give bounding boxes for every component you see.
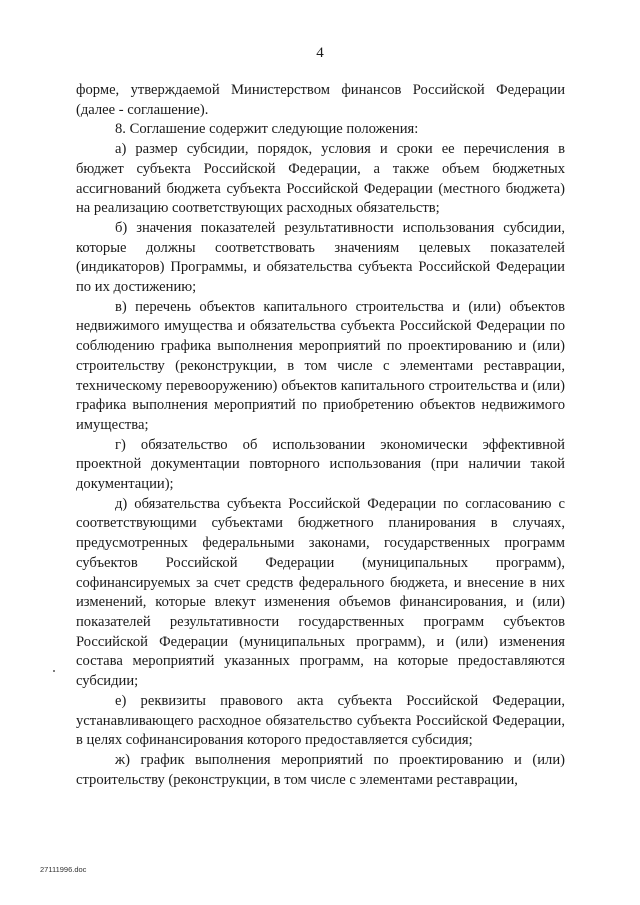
paragraph-item-8: 8. Соглашение содержит следующие положения: — [115, 121, 419, 138]
file-name-footer: 27111996.doc — [40, 865, 87, 874]
document-body — [76, 81, 565, 790]
scan-artifact-dot — [53, 670, 55, 672]
paragraph-item-e: е) реквизиты правового акта субъекта Российской Федерации, устанавливающего расходное обязательство субъекта Российской Федерации, в целях софинансирования которого предоставляется субсидия; — [76, 692, 565, 749]
page-number: 4 — [316, 45, 324, 61]
paragraph-item-v: в) перечень объектов капитального строительства и (или) объектов недвижимого имущества и обязательства субъекта Российской Федерации по соблюдению графика выполнения мероприятий по проектированию и (или) строительству (реконструкции, в том числе с элементами реставрации, техническому перевооружению) объектов капитального строительства и (или) графика выполнения мероприятий по приобретению объектов недвижимого имущества; — [76, 298, 565, 433]
paragraph-item-g: г) обязательство об использовании экономически эффективной проектной документации повторного использования (при наличии такой документации); — [76, 436, 565, 493]
paragraph-item-b: б) значения показателей результативности использования субсидии, которые должны соответствовать значениям целевых показателей (индикаторов) Программы, и обязательства субъекта Российской Федерации по их достижению; — [76, 219, 565, 296]
paragraph-item-d: д) обязательства субъекта Российской Федерации по согласованию с соответствующими субъектами бюджетного планирования в случаях, предусмотренных федеральными законами, государственных программ субъектов Российской Федерации (муниципальных программ), софинансируемых за счет средств федерального бюджета, и внесение в них изменений, которые влекут изменения объемов финансирования, и (или) показателей результативности государственных программ субъектов Российской Федерации (муниципальных программ), и (или) изменения состава мероприятий указанных программ, на которые предоставляются субсидии; — [76, 495, 565, 690]
paragraph-continuation: форме, утверждаемой Министерством финансов Российской Федерации (далее - соглашение). — [76, 82, 565, 118]
paragraph-item-a: а) размер субсидии, порядок, условия и сроки ее перечисления в бюджет субъекта Российской Федерации, а также объем бюджетных ассигнований бюджета субъекта Российской Федерации (местного бюджета) на реализацию соответствующих расходных обязательств; — [76, 141, 565, 217]
paragraph-item-zh: ж) график выполнения мероприятий по проектированию и (или) строительству (реконструкции, в том числе с элементами реставрации, — [76, 751, 565, 788]
